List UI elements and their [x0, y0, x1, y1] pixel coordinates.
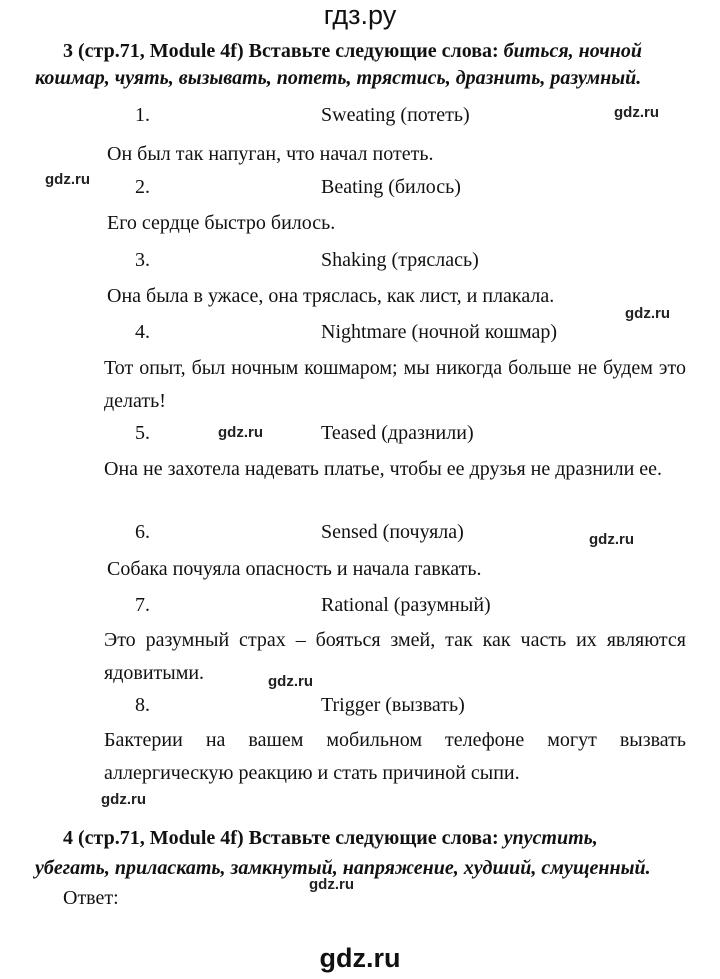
item-sentence: Его сердце быстро билось. [107, 212, 336, 234]
item-sentence: Она не захотела надевать платье, чтобы ее друзья не дразнили ее. [104, 458, 663, 480]
task4-heading-line1 [63, 823, 598, 853]
item-word: Shaking (тряслась) [321, 249, 479, 271]
item-word: Nightmare (ночной кошмар) [321, 321, 557, 343]
task3-heading-line2 [35, 63, 641, 93]
watermark: gdz.ru [309, 876, 354, 893]
watermark: gdz.ru [218, 424, 263, 441]
item-sentence: Это разумный страх – бояться змей, так как часть их являются ядовитыми. [104, 629, 686, 684]
item-number: 3. [135, 249, 150, 271]
task3-words-line2: кошмар, чуять, вызывать, потеть, трястись, дразнить, разумный. [35, 67, 642, 89]
item-sentence: Тот опыт, был ночным кошмаром; мы никогда больше не будем это делать! [104, 357, 686, 412]
item-sentence: Она была в ужасе, она тряслась, как лист, и плакала. [107, 285, 555, 307]
watermark: gdz.ru [268, 673, 313, 690]
site-footer: gdz.ru [319, 943, 401, 973]
item-number: 6. [135, 521, 150, 543]
watermark: gdz.ru [625, 305, 670, 322]
item-word: Sweating (потеть) [321, 104, 470, 126]
item-word: Rational (разумный) [321, 594, 491, 616]
item-word: Sensed (почуяла) [321, 521, 464, 543]
task4-words-line1: упустить, [503, 827, 598, 849]
item-sentence: Собака почуяла опасность и начала гавкать. [107, 558, 482, 580]
item-number: 2. [135, 176, 150, 198]
task3-heading-line1 [63, 36, 642, 66]
answer-label: Ответ: [63, 887, 119, 909]
watermark: gdz.ru [45, 171, 90, 188]
task3-head: 3 (стр.71, Module 4f) Вставьте следующие слова: [63, 40, 504, 62]
item-word: Teased (дразнили) [321, 422, 474, 444]
item-number: 5. [135, 422, 150, 444]
item-number: 4. [135, 321, 150, 343]
item-sentence: Он был так напуган, что начал потеть. [107, 143, 434, 165]
item-number: 1. [135, 104, 150, 126]
item-word: Beating (билось) [321, 176, 461, 198]
item-sentence: Бактерии на вашем мобильном телефоне могут вызвать аллергическую реакцию и стать причиной сыпи. [104, 729, 686, 784]
site-header: гдз.ру [323, 0, 397, 30]
item-word: Trigger (вызвать) [321, 694, 465, 716]
watermark: gdz.ru [589, 531, 634, 548]
task4-head: 4 (стр.71, Module 4f) Вставьте следующие слова: [63, 827, 504, 849]
watermark: gdz.ru [101, 791, 146, 808]
task4-words-line2: убегать, приласкать, замкнутый, напряжение, худший, смущенный. [35, 857, 651, 879]
task3-words-line1: биться, ночной [503, 40, 642, 62]
watermark: gdz.ru [614, 104, 659, 121]
item-number: 8. [135, 694, 150, 716]
item-number: 7. [135, 594, 150, 616]
